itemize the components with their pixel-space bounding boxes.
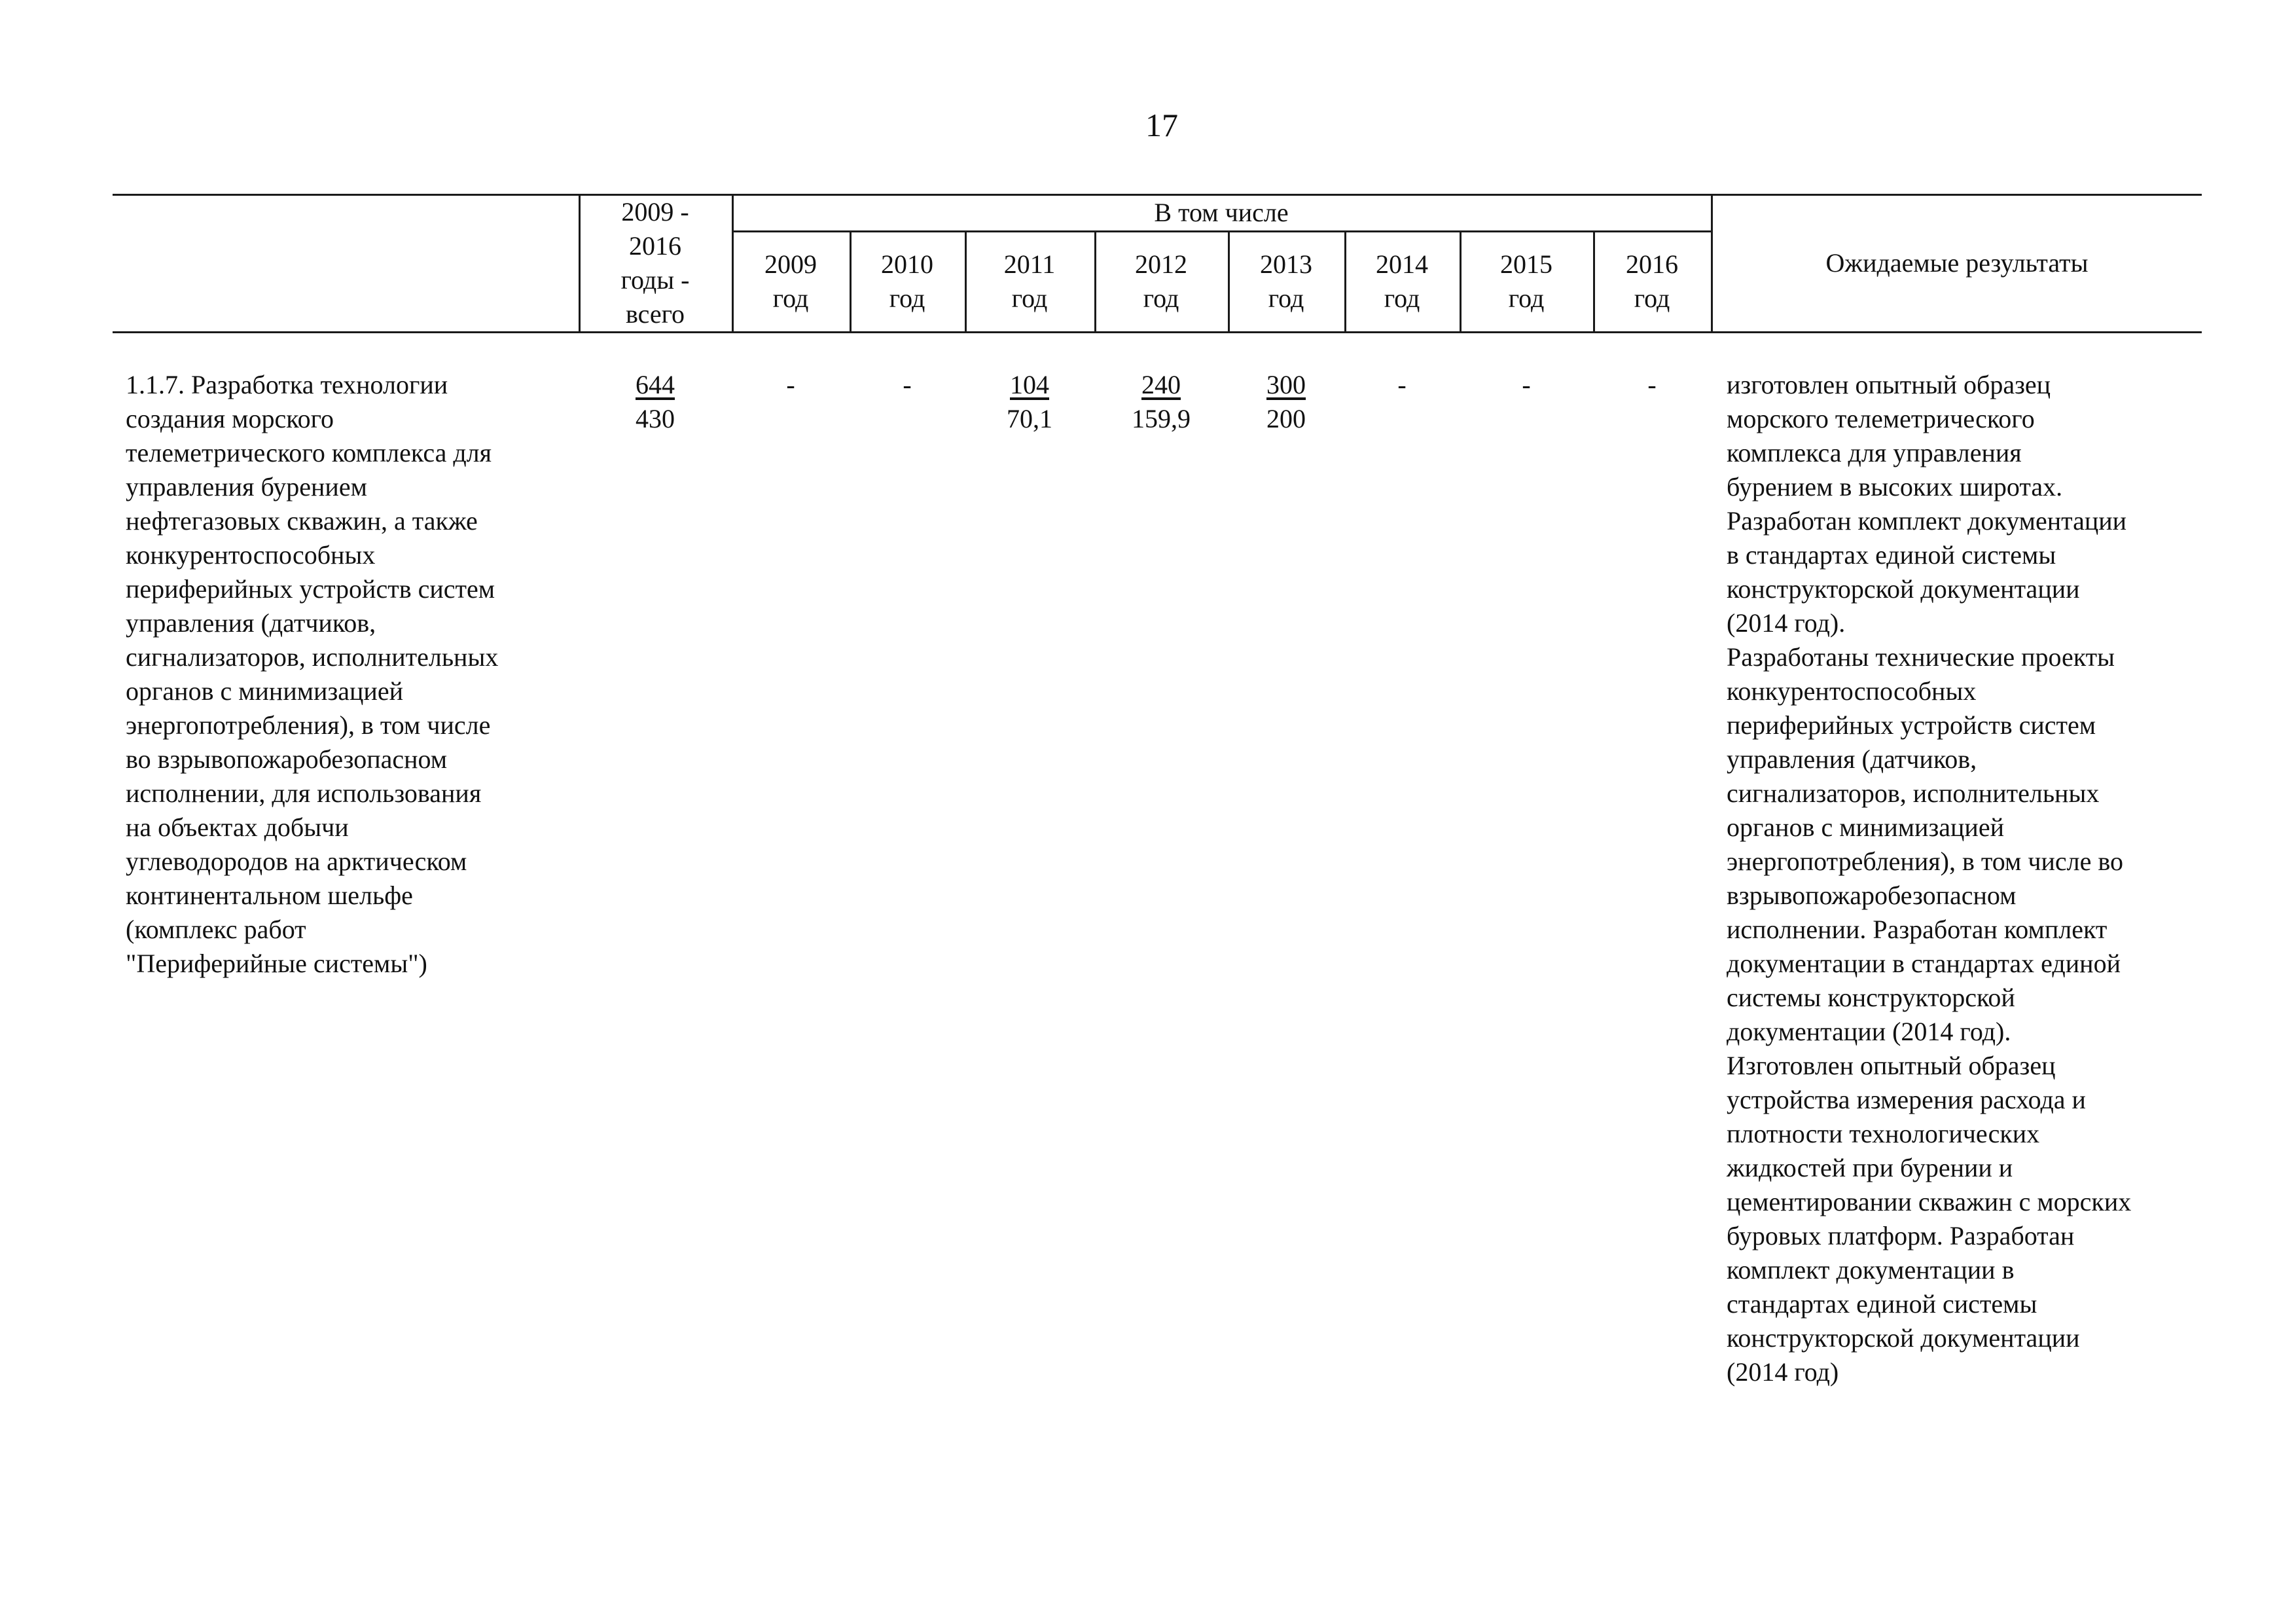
value-2012: 240 159,9: [1132, 370, 1191, 433]
expected-results-text: изготовлен опытный образец морского телеметрического комплекса для управления бурением в высоких широтах. Разработан комплект документации в стандартах единой системы конструкторской документации (2014 год). Разработаны технические проекты конкурентоспособных периферийных устройств систем управления (датчиков, сигнализаторов, исполнительных органов с минимизацией энергопотребления), в том числе во взрывопожаробезопасном исполнении. Разработан комплект документации в стандартах единой системы конструкторской документации (2014 год). Изготовлен опытный образец устройства измерения расхода и плотности технологических жидкостей при бурении и цементировании скважин с морских буровых платформ. Разработан комплект документации в стандартах единой системы конструкторской документации (2014 год): [1727, 370, 2132, 1387]
header-year-2011: 2011 год: [1003, 249, 1056, 313]
value-2010: -: [903, 370, 912, 399]
total-value: 644 430: [636, 370, 675, 433]
header-year-2013: 2013 год: [1260, 249, 1312, 313]
header-including: В том числе: [1154, 198, 1289, 227]
value-2011: 104 70,1: [1007, 370, 1052, 433]
header-year-2012: 2012 год: [1135, 249, 1187, 313]
header-year-2010: 2010 год: [881, 249, 933, 313]
header-year-2009: 2009 год: [764, 249, 817, 313]
row-description: 1.1.7. Разработка технологии создания морского телеметрического комплекса для управления бурением нефтегазовых скважин, а также конкурентоспособных периферийных устройств систем управления (датчиков, сигнализаторов, исполнительных органов с минимизацией энергопотребления), в том числе во взрывопожаробезопасном исполнении, для использования на объектах добычи углеводородов на арктическом континентальном шельфе (комплекс работ "Периферийные системы"): [126, 370, 499, 978]
value-2016: -: [1647, 370, 1657, 399]
value-2009: -: [786, 370, 795, 399]
header-expected-results: Ожидаемые результаты: [1825, 248, 2089, 278]
value-2015: -: [1522, 370, 1531, 399]
table-header-bottom-rule: [113, 331, 2202, 333]
header-year-2016: 2016 год: [1626, 249, 1678, 313]
value-2014: -: [1397, 370, 1407, 399]
value-2013: 300 200: [1266, 370, 1306, 433]
header-year-2015: 2015 год: [1500, 249, 1552, 313]
header-year-2014: 2014 год: [1376, 249, 1428, 313]
header-total-years: 2009 - 2016 годы - всего: [620, 197, 690, 329]
page-number: 17: [1145, 107, 1178, 143]
